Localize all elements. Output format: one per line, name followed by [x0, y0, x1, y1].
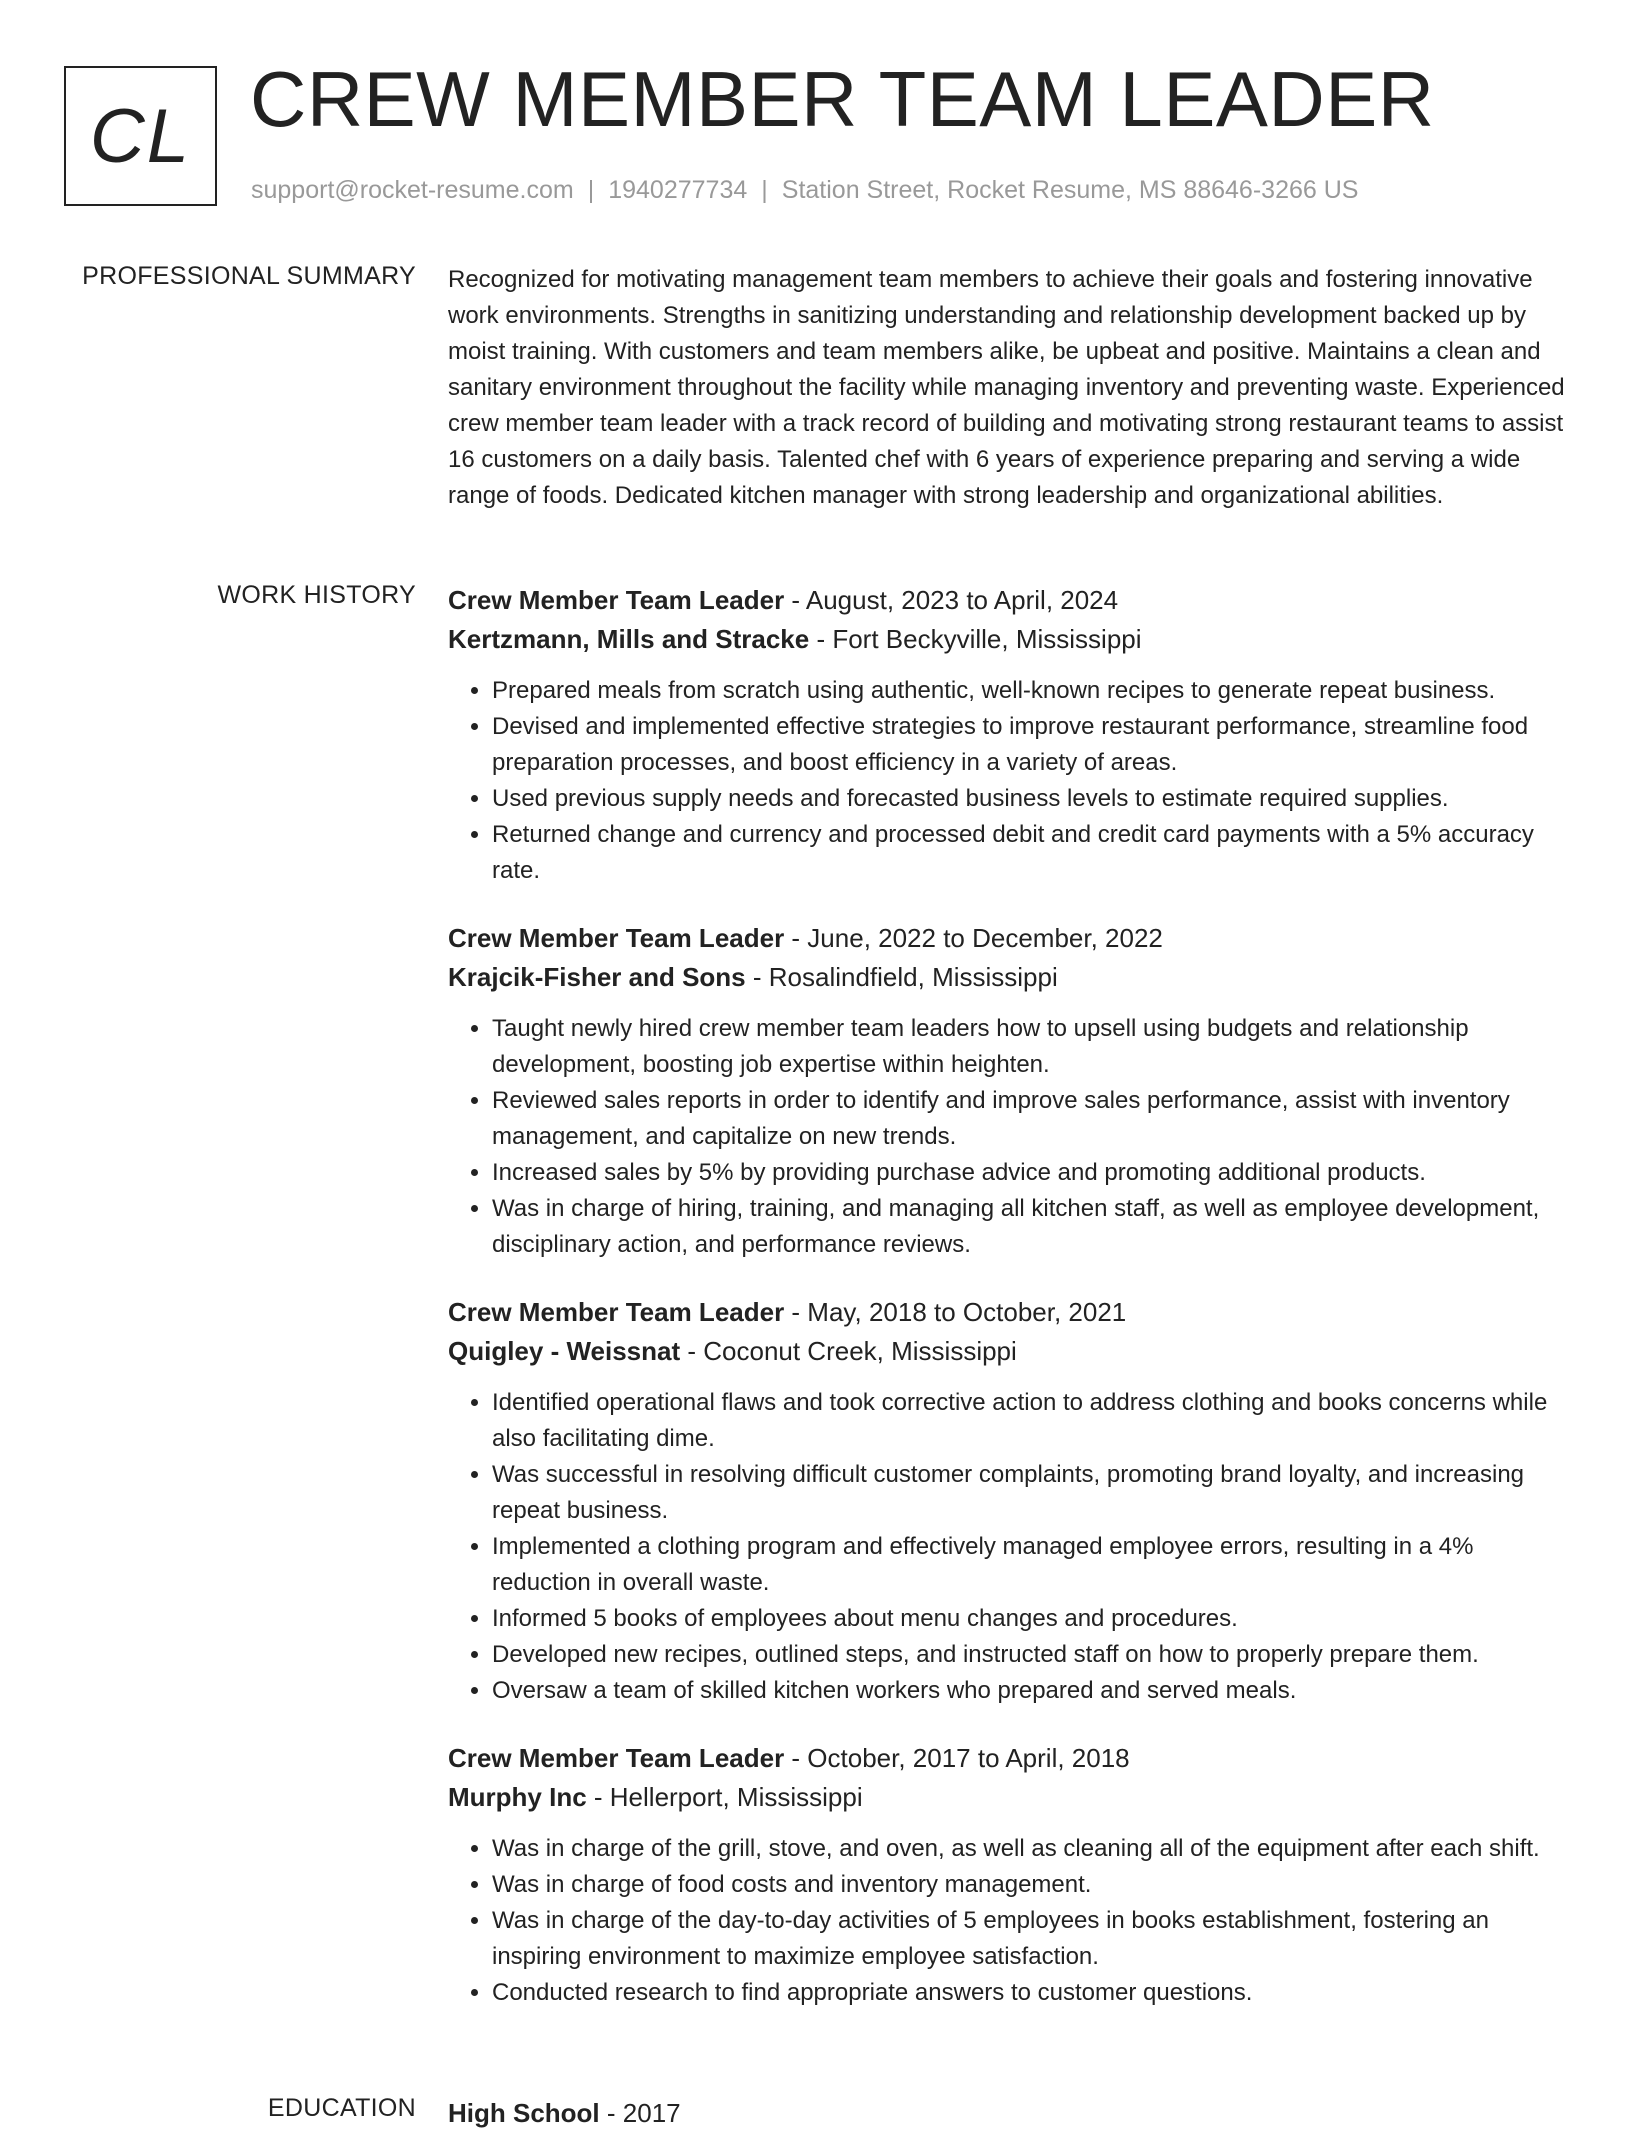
- job-title: Crew Member Team Leader: [448, 1297, 785, 1327]
- job-bullet: • Reviewed sales reports in order to identify and improve sales performance, assist with inventory management, and capitalize on new trends.: [492, 1083, 1566, 1155]
- job-title: Crew Member Team Leader: [448, 1743, 785, 1773]
- job-location: - Coconut Creek, Mississippi: [680, 1336, 1017, 1366]
- job-bullets: [448, 1011, 1566, 1263]
- job-bullet: • Was in charge of the day-to-day activities of 5 employees in books establishment, fostering an inspiring environment to maximize employee satisfaction.: [492, 1903, 1566, 1975]
- job-dates: - October, 2017 to April, 2018: [784, 1743, 1130, 1773]
- job-entry: [448, 1293, 1566, 1709]
- contact-separator: |: [587, 176, 595, 204]
- job-bullets: [448, 1831, 1566, 2011]
- job-company: Quigley - Weissnat: [448, 1336, 681, 1366]
- job-location: - Hellerport, Mississippi: [586, 1782, 863, 1812]
- job-company: Murphy Inc: [448, 1782, 587, 1812]
- job-title: Crew Member Team Leader: [448, 923, 785, 953]
- education-line: [448, 2094, 1566, 2133]
- job-location: - Fort Beckyville, Mississippi: [809, 624, 1142, 654]
- contact-phone: 1940277734: [608, 176, 748, 204]
- job-location: - Rosalindfield, Mississippi: [745, 962, 1058, 992]
- job-company-line: [448, 620, 1566, 659]
- job-company-line: [448, 1332, 1566, 1371]
- contact-email: support@rocket-resume.com: [251, 176, 574, 204]
- job-title: Crew Member Team Leader: [448, 585, 785, 615]
- job-bullet: • Was successful in resolving difficult customer complaints, promoting brand loyalty, and increasing repeat business.: [492, 1457, 1566, 1529]
- contact-separator: |: [761, 176, 768, 204]
- education-dates: - 2017: [599, 2098, 681, 2128]
- job-bullet: • Developed new recipes, outlined steps, and instructed staff on how to properly prepare them.: [492, 1637, 1566, 1673]
- job-company-line: [448, 958, 1566, 997]
- job-bullet: • Taught newly hired crew member team leaders how to upsell using budgets and relationship development, boosting job expertise within heighten.: [492, 1011, 1566, 1083]
- contact-address: Station Street, Rocket Resume, MS 88646-3266 US: [781, 176, 1359, 204]
- job-company: Krajcik-Fisher and Sons: [448, 962, 746, 992]
- summary-label: PROFESSIONAL SUMMARY: [82, 262, 416, 290]
- job-company: Kertzmann, Mills and Stracke: [448, 624, 810, 654]
- monogram-badge: CL: [64, 66, 217, 206]
- job-entry: [448, 919, 1566, 1263]
- job-title-line: [448, 581, 1566, 620]
- job-bullet: • Informed 5 books of employees about menu changes and procedures.: [492, 1601, 1566, 1637]
- job-entry: [448, 581, 1566, 889]
- summary-text: Recognized for motivating management team members to achieve their goals and fostering innovative work environments. Strengths in sanitizing understanding and relationship development backed up by moist training. With customers and team members alike, be upbeat and positive. Maintains a clean and sanitary environment throughout the facility while managing inventory and preventing waste. Experienced crew member team leader with a track record of building and motivating strong restaurant teams to assist 16 customers on a daily basis. Talented chef with 6 years of experience preparing and serving a wide range of foods. Dedicated kitchen manager with strong leadership and organizational abilities.: [448, 266, 1565, 509]
- job-dates: - June, 2022 to December, 2022: [784, 923, 1163, 953]
- job-bullet: • Returned change and currency and processed debit and credit card payments with a 5% accuracy rate.: [492, 817, 1566, 889]
- summary-body: [448, 262, 1566, 514]
- education-body: [448, 2094, 1566, 2133]
- education-degree: High School: [448, 2098, 600, 2128]
- job-bullet: • Increased sales by 5% by providing purchase advice and promoting additional products.: [492, 1155, 1566, 1191]
- job-title-line: [448, 1293, 1566, 1332]
- work-history-body: [448, 581, 1566, 2041]
- job-bullet: • Devised and implemented effective strategies to improve restaurant performance, streamline food preparation processes, and boost efficiency in a variety of areas.: [492, 709, 1566, 781]
- work-history-label: WORK HISTORY: [217, 581, 416, 609]
- job-bullet: • Implemented a clothing program and effectively managed employee errors, resulting in a 4% reduction in overall waste.: [492, 1529, 1566, 1601]
- resume-header: [0, 0, 1632, 230]
- job-company-line: [448, 1778, 1566, 1817]
- job-bullet: • Prepared meals from scratch using authentic, well-known recipes to generate repeat business.: [492, 673, 1566, 709]
- education-label: EDUCATION: [267, 2094, 416, 2122]
- job-bullets: [448, 673, 1566, 889]
- job-bullet: • Conducted research to find appropriate answers to customer questions.: [492, 1975, 1566, 2011]
- job-title-line: [448, 919, 1566, 958]
- job-bullets: [448, 1385, 1566, 1709]
- job-bullet: • Was in charge of food costs and inventory management.: [492, 1867, 1566, 1903]
- job-bullet: • Used previous supply needs and forecasted business levels to estimate required supplies.: [492, 781, 1566, 817]
- contact-line: [251, 176, 1358, 205]
- job-bullet: • Identified operational flaws and took corrective action to address clothing and books concerns while also facilitating dime.: [492, 1385, 1566, 1457]
- job-bullet: • Was in charge of the grill, stove, and oven, as well as cleaning all of the equipment after each shift.: [492, 1831, 1566, 1867]
- resume-title: CREW MEMBER TEAM LEADER: [250, 55, 1435, 143]
- job-bullet: • Oversaw a team of skilled kitchen workers who prepared and served meals.: [492, 1673, 1566, 1709]
- job-bullet: • Was in charge of hiring, training, and managing all kitchen staff, as well as employee development, disciplinary action, and performance reviews.: [492, 1191, 1566, 1263]
- job-dates: - August, 2023 to April, 2024: [784, 585, 1119, 615]
- job-entry: [448, 1739, 1566, 2011]
- job-title-line: [448, 1739, 1566, 1778]
- job-dates: - May, 2018 to October, 2021: [784, 1297, 1127, 1327]
